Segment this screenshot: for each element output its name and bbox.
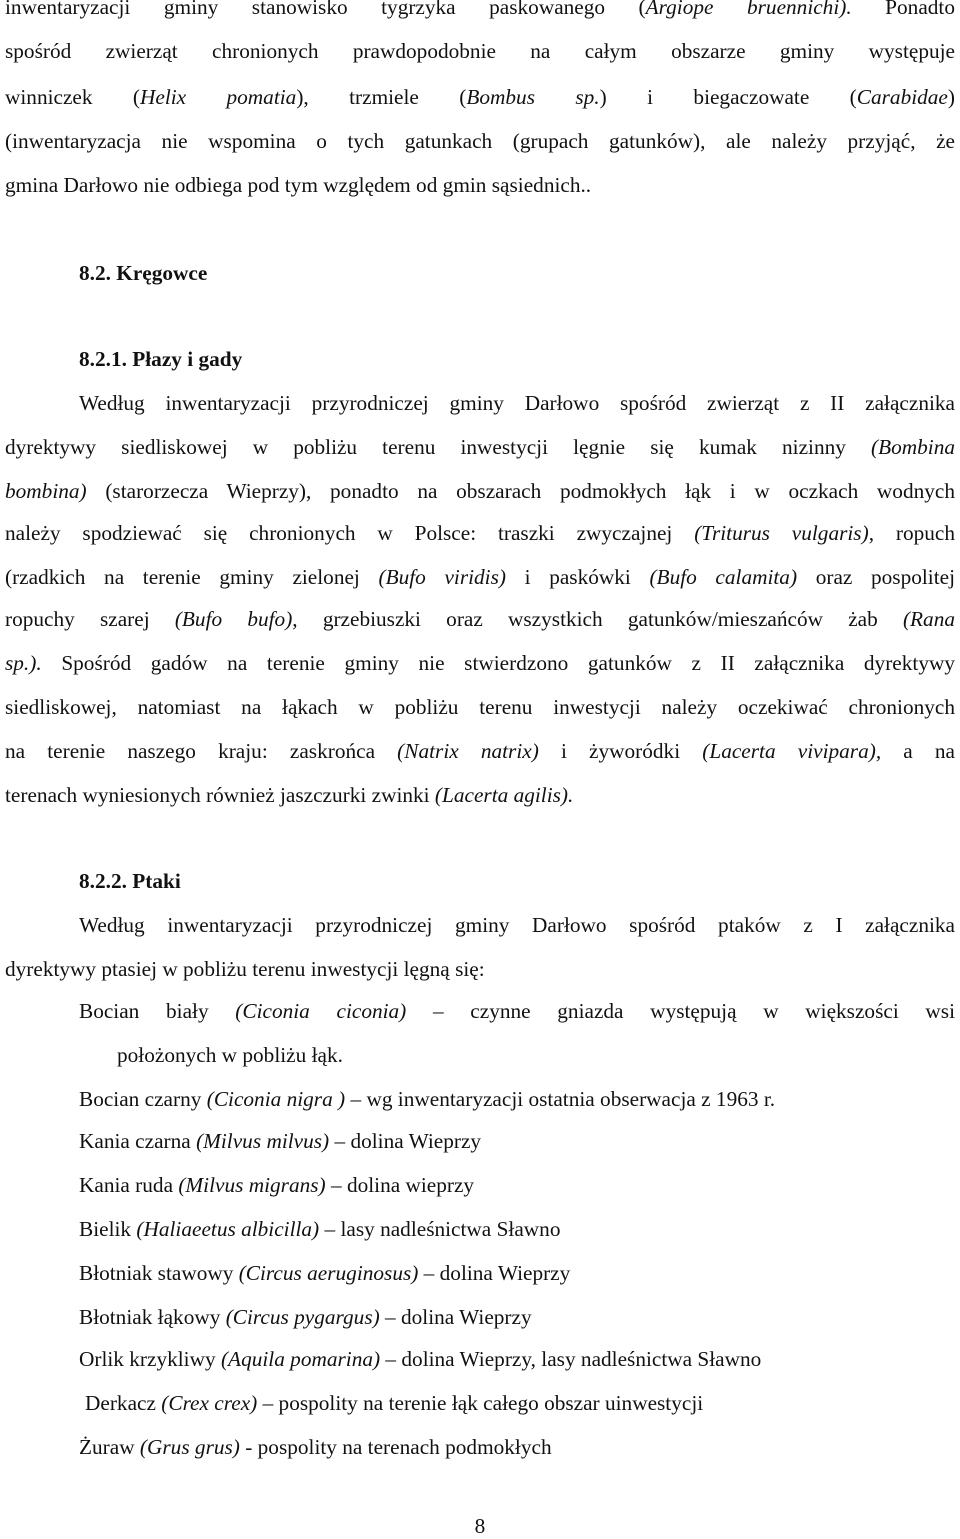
text-segment: – dolina Wieprzy [329,1129,482,1153]
latin-species-name: (Milvus migrans) [178,1173,326,1197]
latin-species-name: bombina) [5,479,87,503]
intro-line-5 [5,172,955,198]
latin-species-name: (Bufo bufo) [174,607,293,631]
text-segment: – dolina Wieprzy [418,1261,571,1285]
latin-species-name: Carabidae [856,85,948,109]
text-segment: Orlik krzykliwy [79,1347,221,1371]
amphibians-line-1 [79,390,955,416]
bird-list-item [79,1086,960,1112]
latin-species-name: (Rana [902,607,955,631]
text-segment: dyrektywy ptasiej w pobliżu terenu inwestycji lęgną się: [5,957,485,981]
amphibians-line-5 [5,564,955,590]
latin-species-name: (Bombina [871,435,955,459]
text-segment: (inwentaryzacja nie wspomina o tych gatunkach (grupach gatunków), ale należy przyjąć, że [5,129,955,153]
text-segment: Błotniak stawowy [79,1261,239,1285]
text-segment: Bocian biały [79,999,236,1023]
text-segment: i żyworódki [538,739,703,763]
intro-line-3 [5,84,955,110]
text-segment: ) [947,85,955,109]
text-segment: a na [881,739,956,763]
intro-line-1 [5,0,955,20]
amphibians-line-9 [5,738,955,764]
text-segment: Bielik [79,1217,137,1241]
text-segment: – dolina Wieprzy [379,1305,532,1329]
latin-species-name: (Bufo viridis) [378,565,506,589]
latin-species-name: (Lacerta agilis). [434,783,574,807]
amphibians-line-2 [5,434,955,460]
latin-species-name: (Circus aeruginosus) [238,1261,419,1285]
text-segment: Spośród gadów na terenie gminy nie stwierdzono gatunków z II załącznika dyrektywy [41,651,955,675]
text-segment: Kania czarna [79,1129,197,1153]
latin-species-name: (Bufo calamita) [649,565,798,589]
text-segment: , ropuch [868,521,955,545]
bird-list-item [79,1434,960,1460]
text-segment: – dolina Wieprzy, lasy nadleśnictwa Sławno [380,1347,762,1371]
latin-species-name: (Grus grus) [139,1435,240,1459]
bird-list-item [85,1390,960,1416]
text-segment: winniczek ( [5,85,140,109]
latin-species-name: Bombus sp. [466,85,600,109]
section-heading-birds: 8.2.2. Ptaki [79,869,181,893]
text-segment: Derkacz [85,1391,162,1415]
text-segment: Ponadto [851,0,955,19]
amphibians-line-10 [5,782,955,808]
text-segment: (rzadkich na terenie gminy zielonej [5,565,379,589]
text-segment: Błotniak łąkowy [79,1305,226,1329]
amphibians-line-8 [5,694,955,720]
latin-species-name: (Ciconia ciconia) [235,999,407,1023]
text-segment: Żuraw [79,1435,140,1459]
latin-species-name: (Aquila pomarina) [220,1347,381,1371]
latin-species-name: (Circus pygargus) [225,1305,380,1329]
text-segment: (starorzecza Wieprzy), ponadto na obszarach podmokłych łąk i w oczkach wodnych [86,479,955,503]
text-segment: – lasy nadleśnictwa Sławno [319,1217,561,1241]
latin-species-name: (Haliaeetus albicilla) [136,1217,320,1241]
text-segment: – czynne gniazda występują w większości wsi [406,999,955,1023]
text-segment: inwentaryzacji gminy stanowisko tygrzyka paskowanego ( [5,0,646,19]
bird-list-item [79,1346,960,1372]
intro-line-4 [5,128,955,154]
bird-list-item [79,1128,960,1154]
bird-list-item [79,1304,960,1330]
latin-species-name: (Ciconia nigra ) [206,1087,346,1111]
text-segment: ) i biegaczowate ( [599,85,857,109]
bird-list-item [79,1260,960,1286]
text-segment: należy spodziewać się chronionych w Polsce: traszki zwyczajnej [5,521,695,545]
bird-list-item [79,1216,960,1242]
text-segment: – pospolity na terenie łąk całego obszar uinwestycji [257,1391,704,1415]
text-segment: i paskówki [505,565,650,589]
text-segment: terenach wyniesionych również jaszczurki zwinki [5,783,435,807]
latin-species-name: sp.). [5,651,42,675]
latin-species-name: (Natrix natrix) [397,739,539,763]
text-segment: ropuchy szarej [5,607,175,631]
text-segment: Bocian czarny [79,1087,207,1111]
amphibians-line-7 [5,650,955,676]
amphibians-line-6 [5,606,955,632]
intro-line-2 [5,38,955,64]
text-segment: na terenie naszego kraju: zaskrońca [5,739,398,763]
latin-species-name: Helix pomatia [140,85,297,109]
text-segment: - pospolity na terenach podmokłych [239,1435,552,1459]
birds-line-2 [5,956,955,982]
latin-species-name: (Crex crex) [161,1391,258,1415]
text-segment: gmina Darłowo nie odbiega pod tym względem od gmin sąsiednich.. [5,173,592,197]
text-segment: Według inwentaryzacji przyrodniczej gminy Darłowo spośród zwierząt z II załącznika [79,391,955,415]
text-segment: – dolina wieprzy [325,1173,475,1197]
page-number: 8 [474,1514,486,1538]
text-segment: położonych w pobliżu łąk. [117,1043,343,1067]
birds-line-1 [79,912,955,938]
amphibians-line-4 [5,520,955,546]
latin-species-name: (Triturus vulgaris) [694,521,869,545]
text-segment: Kania ruda [79,1173,179,1197]
amphibians-line-3 [5,478,955,504]
text-segment: spośród zwierząt chronionych prawdopodobnie na całym obszarze gminy występuje [5,39,955,63]
bird-list-item [79,998,955,1024]
bird-list-item-continuation [117,1042,960,1068]
text-segment: dyrektywy siedliskowej w pobliżu terenu inwestycji lęgnie się kumak nizinny [5,435,871,459]
bird-list-item [79,1172,960,1198]
section-heading-amphibians: 8.2.1. Płazy i gady [79,347,243,371]
section-heading-vertebrates: 8.2. Kręgowce [79,261,208,285]
latin-species-name: (Milvus milvus) [196,1129,330,1153]
text-segment: siedliskowej, natomiast na łąkach w pobliżu terenu inwestycji należy oczekiwać chronionych [5,695,955,719]
text-segment: ), trzmiele ( [296,85,467,109]
text-segment: Według inwentaryzacji przyrodniczej gminy Darłowo spośród ptaków z I załącznika [79,913,955,937]
text-segment: – wg inwentaryzacji ostatnia obserwacja z 1963 r. [345,1087,776,1111]
text-segment: , grzebiuszki oraz wszystkich gatunków/mieszańców żab [292,607,903,631]
text-segment: oraz pospolitej [797,565,955,589]
latin-species-name: Argiope bruennichi). [645,0,852,19]
latin-species-name: (Lacerta vivipara), [702,739,882,763]
